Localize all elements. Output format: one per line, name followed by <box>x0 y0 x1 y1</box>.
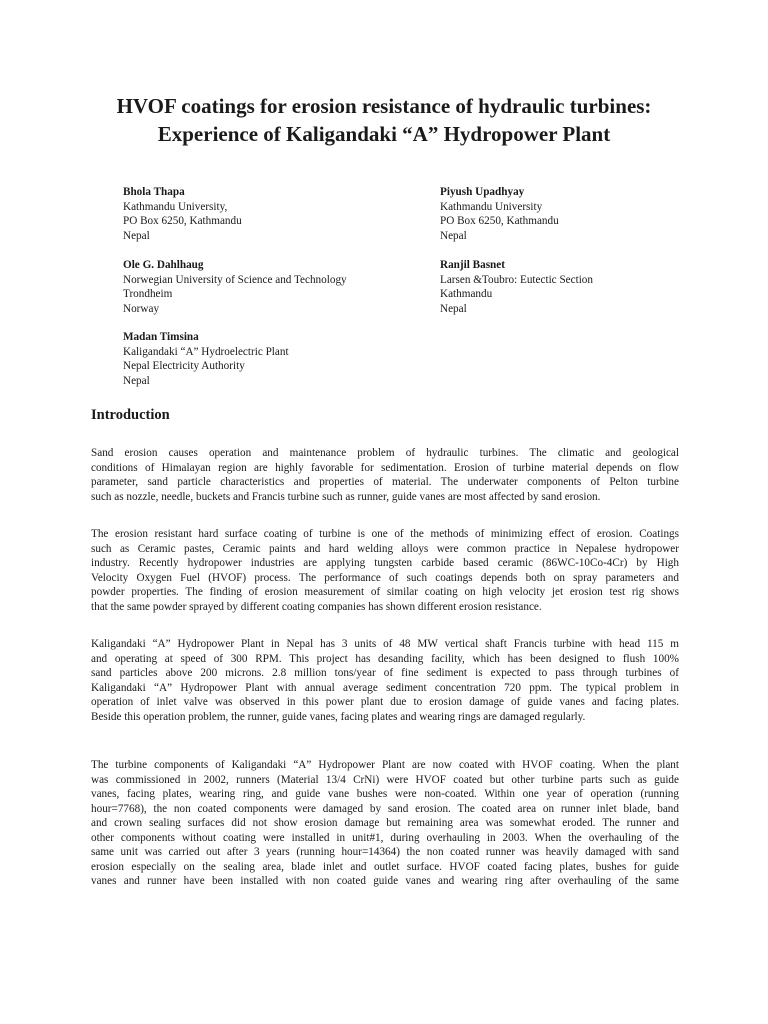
paragraph-line: other components without coating were installed in unit#1, during overhauling in 2003. When the overhauling of the <box>91 831 679 844</box>
author-block <box>440 258 740 316</box>
author-address: PO Box 6250, Kathmandu <box>123 215 242 228</box>
author-affiliation: Kathmandu University, <box>123 200 228 213</box>
author-affiliation: Kaligandaki “A” Hydroelectric Plant <box>123 345 289 358</box>
paragraph-line: such as Ceramic pastes, Ceramic paints and hard welding alloys were common practice in Nepalese hydropower <box>91 542 679 555</box>
author-name: Bhola Thapa <box>123 186 185 198</box>
paragraph-line: hour=7768), the non coated components were damaged by sand erosion. The coated area on runner inlet blade, band <box>91 802 679 815</box>
paragraph-line: such as nozzle, needle, buckets and Francis turbine such as runner, guide vanes are most affected by sand erosion. <box>91 490 601 503</box>
paragraph-line: that the same powder sprayed by different coating companies has shown different erosion resistance. <box>91 600 542 613</box>
author-country: Nepal <box>440 302 467 315</box>
author-country: Nepal <box>123 229 150 242</box>
title-line-1: HVOF coatings for erosion resistance of hydraulic turbines: <box>116 94 652 118</box>
title-line-2: Experience of Kaligandaki “A” Hydropower Plant <box>157 122 611 146</box>
author-name: Piyush Upadhyay <box>440 186 525 198</box>
author-affiliation: Norwegian University of Science and Technology <box>123 273 347 286</box>
author-name: Ranjil Basnet <box>440 259 505 271</box>
author-city: Kathmandu <box>440 288 493 301</box>
author-affiliation: Kathmandu University <box>440 200 543 213</box>
author-country: Norway <box>123 302 160 315</box>
paragraph-line: operation of inlet valve was observed in this power plant due to erosion damage of guide vanes and facing plates. <box>91 696 679 708</box>
author-block <box>123 185 423 243</box>
body-paragraph <box>91 527 679 614</box>
paragraph-line: erosion especially on the sealing area, blade inlet and outlet surface. HVOF coated facing plates, bushes for guide <box>91 860 679 873</box>
author-organization: Nepal Electricity Authority <box>123 360 245 373</box>
paragraph-line: industry. Recently hydropower industries are applying tungsten carbide based ceramic (86WC-10Co-4Cr) by High <box>91 557 679 569</box>
paragraph-line: The erosion resistant hard surface coating of turbine is one of the methods of minimizing effect of erosion. Coatings <box>91 528 679 540</box>
body-paragraph <box>91 758 679 889</box>
author-country: Nepal <box>440 229 467 242</box>
paragraph-line: Velocity Oxygen Fuel (HVOF) process. The performance of such coatings depends both on spray parameters and <box>91 571 679 584</box>
body-paragraph <box>91 637 679 724</box>
paragraph-line: parameter, sand particle characteristics and properties of material. The underwater components of Pelton turbine <box>91 476 679 488</box>
paragraph-line: and crown sealing surfaces did not show erosion damage but remaining area was somewhat eroded. The runner and <box>91 817 679 829</box>
author-city: Trondheim <box>123 288 173 301</box>
author-block <box>123 258 423 316</box>
paragraph-line: The turbine components of Kaligandaki “A” Hydropower Plant are now coated with HVOF coating. When the plant <box>91 759 679 771</box>
paragraph-line: same unit was carried out after 3 years (running hour=14364) the non coated runner was heavily damaged with sand <box>91 846 679 858</box>
paragraph-line: and operating at speed of 300 RPM. This project has desanding facility, which has been designed to flush 100% <box>91 652 679 665</box>
author-affiliation: Larsen &Toubro: Eutectic Section <box>440 273 593 286</box>
author-name: Madan Timsina <box>123 331 199 343</box>
paragraph-line: vanes, facing plates, wearing ring, and guide vane bushes were non-coated. Within one year of operation (running <box>91 788 679 800</box>
body-paragraph <box>91 446 679 504</box>
author-block <box>123 330 423 388</box>
author-address: PO Box 6250, Kathmandu <box>440 215 559 228</box>
author-name: Ole G. Dahlhaug <box>123 259 204 271</box>
paragraph-line: sand particles above 200 microns. 2.8 million tons/year of fine sediment is expected to pass through turbines of <box>91 667 679 679</box>
paragraph-line: Beside this operation problem, the runner, guide vanes, facing plates and wearing rings are damaged regularly. <box>91 710 586 723</box>
section-heading-introduction: Introduction <box>91 407 170 423</box>
author-block <box>440 185 740 243</box>
paragraph-line: powder properties. The finding of erosion measurement of similar coating on high velocity jet erosion test rig shows <box>91 586 679 598</box>
paragraph-line: Kaligandaki “A” Hydropower Plant with annual average sediment concentration 720 ppm. The typical problem in <box>91 681 679 694</box>
paragraph-line: Sand erosion causes operation and maintenance problem of hydraulic turbines. The climatic and geological <box>91 447 679 459</box>
paragraph-line: Kaligandaki “A” Hydropower Plant in Nepal has 3 units of 48 MW vertical shaft Francis turbine with head 115 m <box>91 638 679 650</box>
paragraph-line: vanes and runner have been installed with non coated guide vanes and wearing ring after overhauling of the same <box>91 875 679 887</box>
paragraph-line: was commissioned in 2002, runners (Material 13/4 CrNi) were HVOF coated but other turbine parts such as guide <box>91 773 679 786</box>
paragraph-line: conditions of Himalayan region are highly favorable for sedimentation. Erosion of turbine material depends on flow <box>91 461 679 474</box>
paper-title <box>40 92 728 148</box>
author-country: Nepal <box>123 374 150 387</box>
